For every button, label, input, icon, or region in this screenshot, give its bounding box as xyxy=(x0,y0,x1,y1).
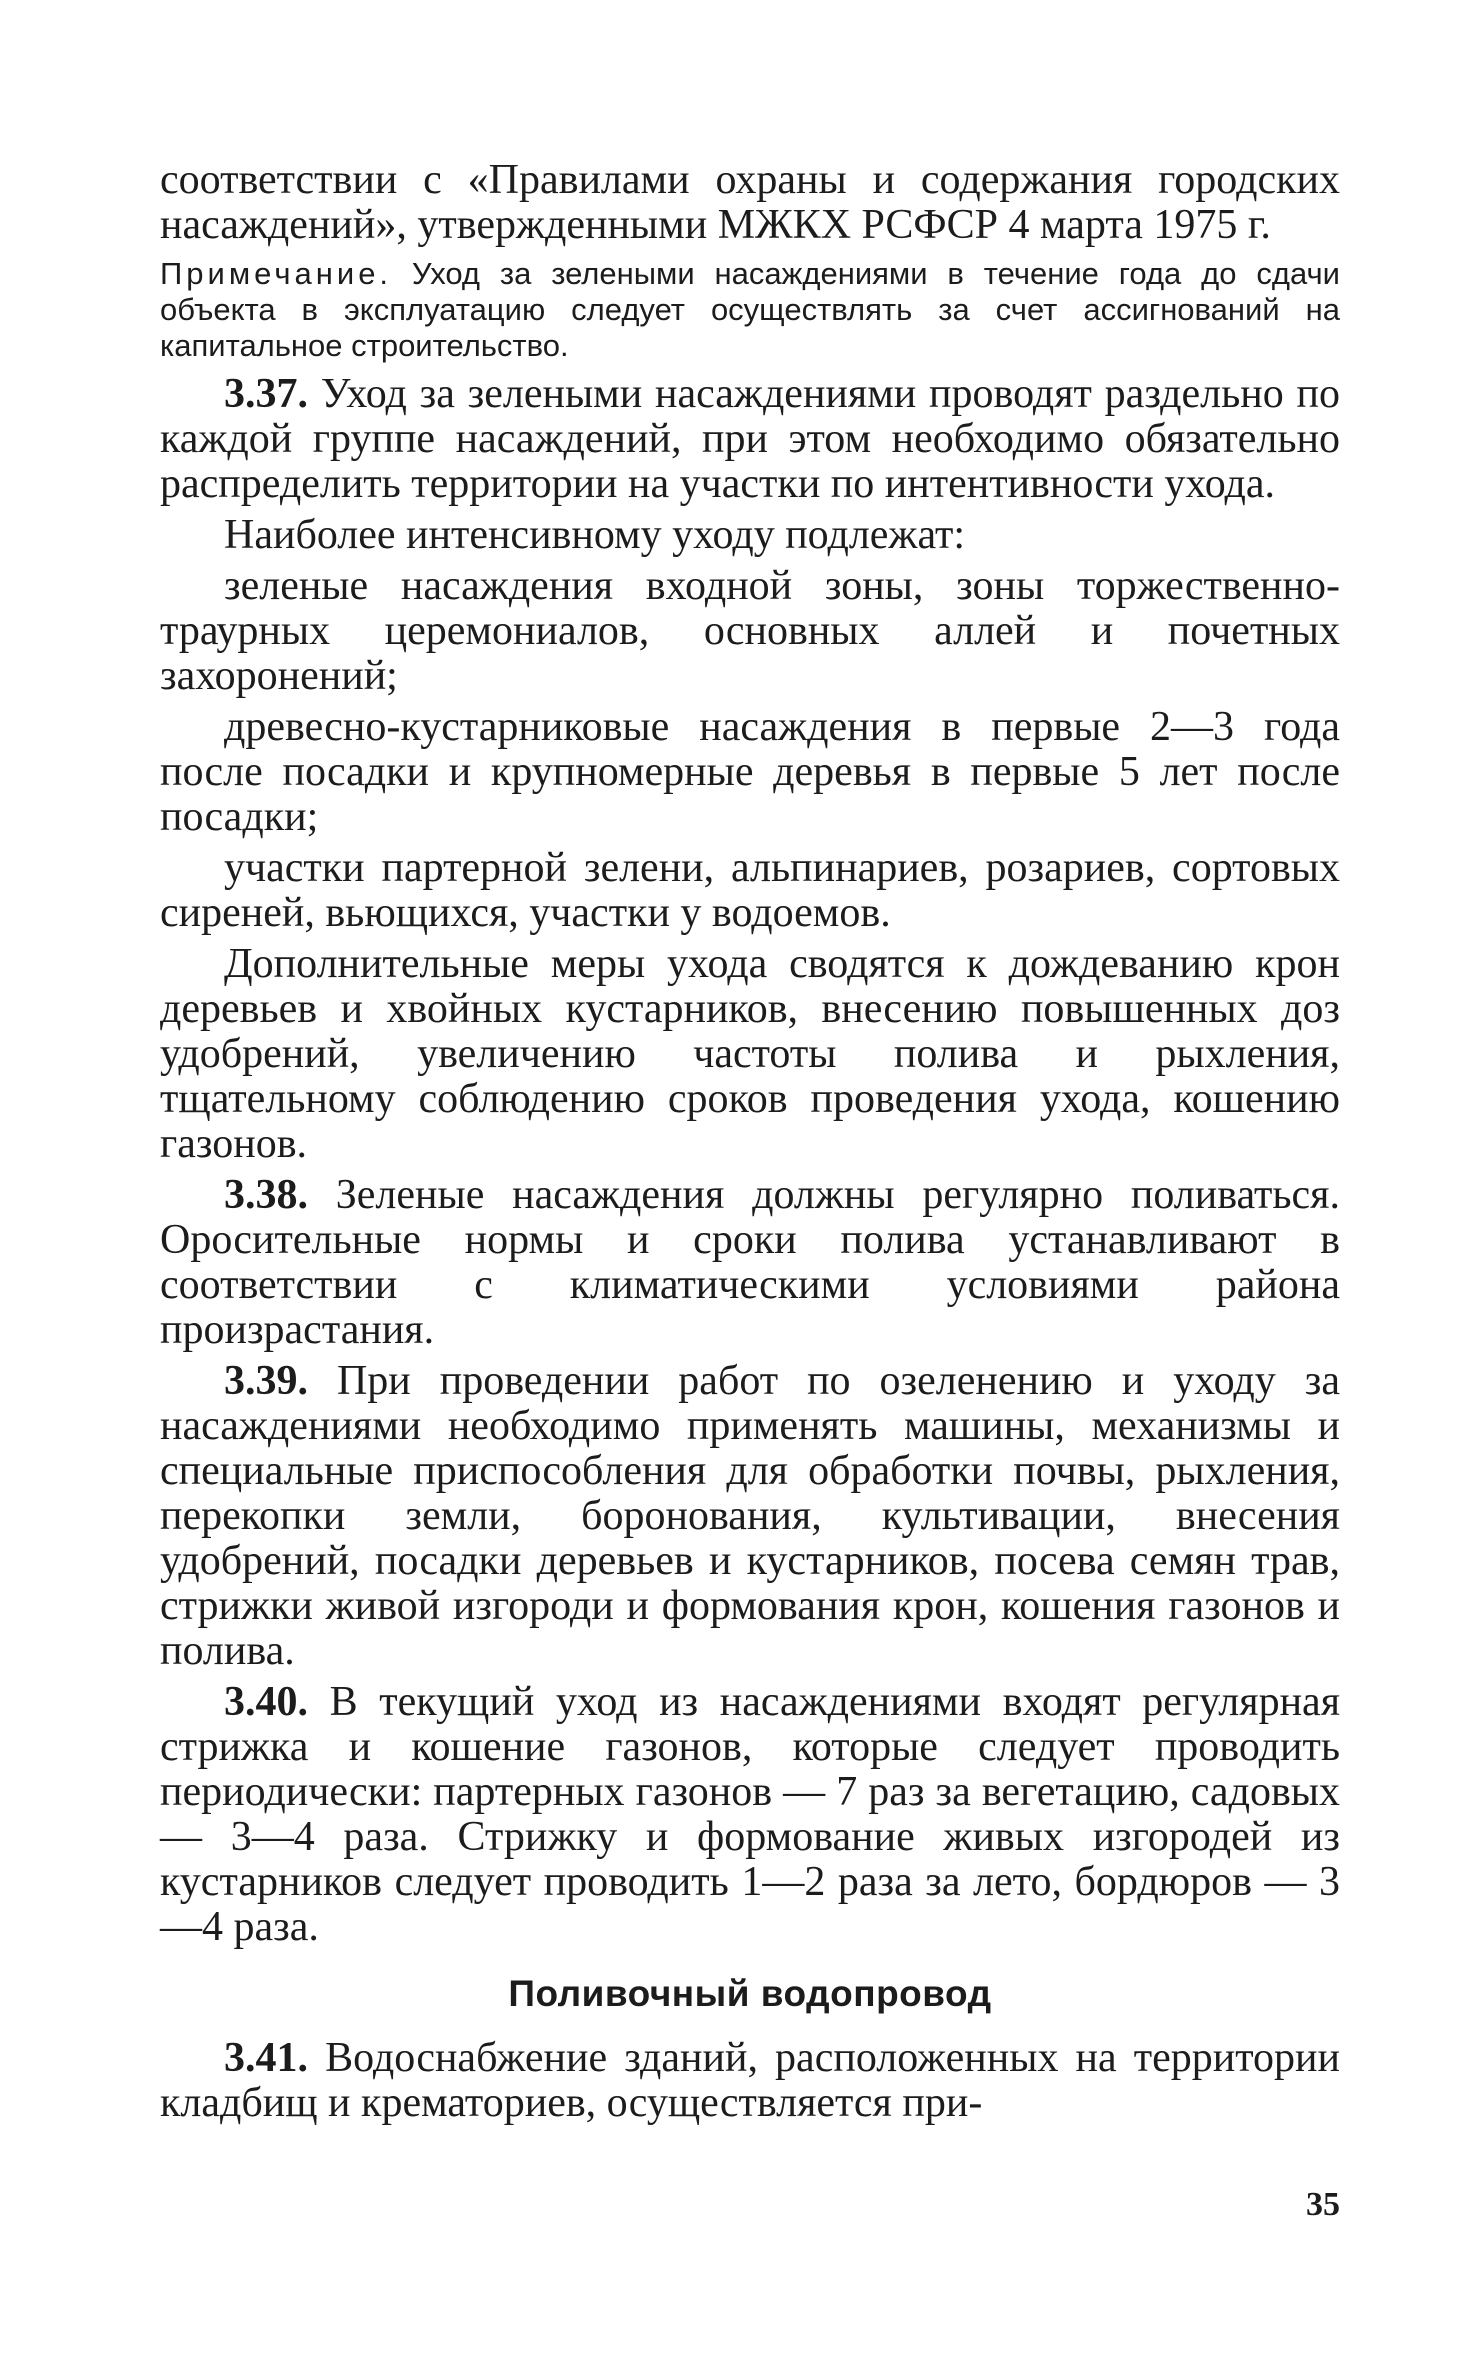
page-body xyxy=(160,158,1340,2126)
section-heading: Поливочный водопровод xyxy=(508,1973,992,2014)
lead-paragraph: Наиболее интенсивному уходу подлежат: xyxy=(224,512,966,558)
section-3-41 xyxy=(160,2036,1340,2126)
list-item: древесно-кустарниковые насаждения в первые 2—3 года после посадки и крупномерные деревья в первые 5 лет после посадки; xyxy=(160,704,1340,840)
list-item: участки партерной зелени, альпинариев, розариев, сортовых сиреней, вьющихся, участки у водоемов. xyxy=(160,845,1340,936)
section-3-40 xyxy=(160,1680,1340,1950)
section-text: В текущий уход из насаждениями входят регулярная стрижка и кошение газонов, которые следует проводить периодически: партерных газонов — 7 раз за вегетацию, садовых — 3—4 раза. Стрижку и формование живых изгородей из кустарников следует проводить 1—2 раза за лето, бордюров — 3—4 раза. xyxy=(160,1679,1341,1950)
note-paragraph xyxy=(160,256,1340,364)
section-number: 3.37. xyxy=(224,371,308,417)
section-text: Зеленые насаждения должны регулярно поливаться. Оросительные нормы и сроки полива устанавливают в соответствии с климатическими условиями района произрастания. xyxy=(160,1172,1340,1353)
intro-paragraph: соответствии с «Правилами охраны и содержания городских насаждений», утвержденными МЖКХ РСФСР 4 марта 1975 г. xyxy=(160,157,1340,248)
extra-care-paragraph: Дополнительные меры ухода сводятся к дождеванию крон деревьев и хвойных кустарников, внесению повышенных доз удобрений, увеличению частоты полива и рыхления, тщательному соблюдению сроков проведения ухода, кошению газонов. xyxy=(160,941,1340,1167)
section-text: Уход за зелеными насаждениями проводят раздельно по каждой группе насаждений, при этом необходимо обязательно распределить территории на участки по интентивности ухода. xyxy=(160,371,1340,507)
section-number: 3.38. xyxy=(224,1172,308,1218)
section-number: 3.40. xyxy=(224,1679,308,1725)
section-text: Водоснабжение зданий, расположенных на территории кладбищ и крематориев, осуществляется при- xyxy=(160,2035,1340,2126)
page-number: 35 xyxy=(1306,2186,1340,2223)
note-label: Примечание. xyxy=(160,256,393,291)
section-text: При проведении работ по озеленению и уходу за насаждениями необходимо применять машины, механизмы и специальные приспособления для обработки почвы, рыхления, перекопки земли, боронования, культивации, внесения удобрений, посадки деревьев и кустарников, посева семян трав, стрижки живой изгороди и формования крон, кошения газонов и полива. xyxy=(160,1358,1340,1674)
note-text: Уход за зелеными насаждениями в течение года до сдачи объекта в эксплуатацию следует осуществлять за счет ассигнований на капитальное строительство. xyxy=(160,256,1340,363)
list-item: зеленые насаждения входной зоны, зоны торжественно-траурных церемониалов, основных аллей и почетных захоронений; xyxy=(160,563,1340,699)
section-number: 3.39. xyxy=(224,1358,308,1404)
section-3-38 xyxy=(160,1173,1340,1353)
section-number: 3.41. xyxy=(224,2035,308,2081)
section-3-37 xyxy=(160,372,1340,507)
section-3-39 xyxy=(160,1359,1340,1674)
